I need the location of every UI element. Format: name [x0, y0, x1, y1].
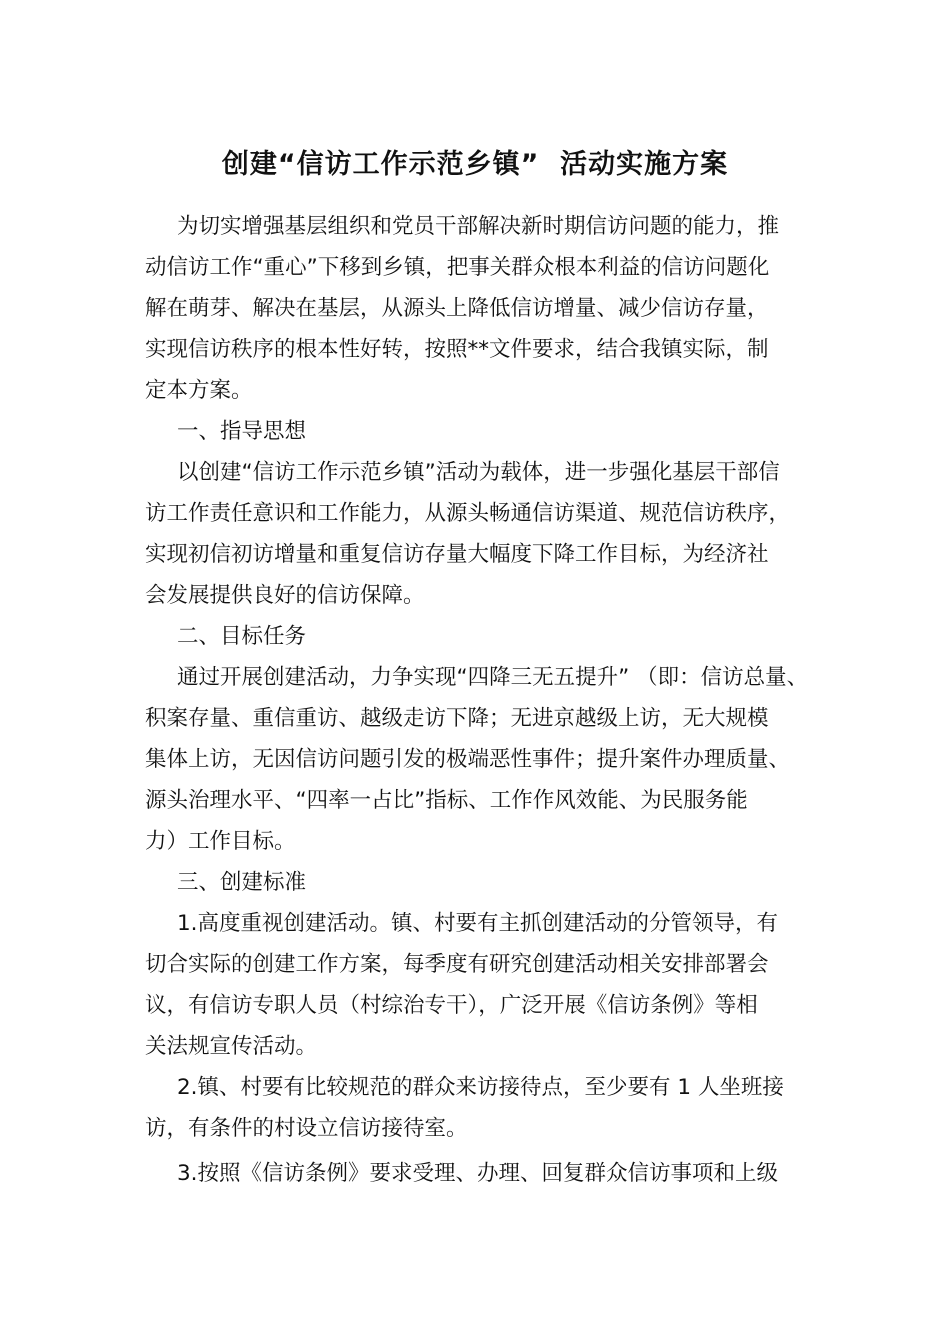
text-line: 解在萌芽、解决在基层，从源头上降低信访增量、减少信访存量， — [145, 296, 769, 321]
text-line: 切合实际的创建工作方案，每季度有研究创建活动相关安排部署会 — [145, 952, 769, 977]
paragraph — [145, 616, 825, 657]
text-line: 积案存量、重信重访、越级走访下降；无进京越级上访，无大规模 — [145, 706, 769, 731]
paragraph — [145, 903, 825, 1067]
text-line: 集体上访，无因信访问题引发的极端恶性事件；提升案件办理质量、 — [145, 747, 791, 772]
text-line: 定本方案。 — [145, 378, 253, 403]
text-line: 实现信访秩序的根本性好转，按照**文件要求，结合我镇实际，制 — [145, 337, 769, 362]
text-line: 实现初信初访增量和重复信访存量大幅度下降工作目标，为经济社 — [145, 542, 769, 567]
text-line: 源头治理水平、“四率一占比”指标、工作作风效能、为民服务能 — [145, 788, 748, 813]
text-line: 力）工作目标。 — [145, 829, 296, 854]
text-line: 会发展提供良好的信访保障。 — [145, 583, 425, 608]
text-line: 3.按照《信访条例》要求受理、办理、回复群众信访事项和上级 — [177, 1161, 779, 1186]
paragraph — [145, 206, 825, 411]
text-line: 通过开展创建活动，力争实现“四降三无五提升” （即：信访总量、 — [177, 665, 809, 690]
document-title: 创建“信访工作示范乡镇” 活动实施方案 — [221, 149, 729, 180]
paragraph — [145, 1149, 825, 1194]
text-line: 二、目标任务 — [177, 624, 307, 649]
text-line: 为切实增强基层组织和党员干部解决新时期信访问题的能力，推 — [177, 214, 780, 239]
text-line: 一、指导思想 — [177, 419, 307, 444]
text-line: 以创建“信访工作示范乡镇”活动为载体，进一步强化基层干部信 — [177, 460, 780, 485]
paragraph — [145, 1067, 825, 1149]
paragraph — [145, 862, 825, 903]
paragraph — [145, 452, 825, 616]
text-line: 2.镇、村要有比较规范的群众来访接待点，至少要有 1 人坐班接 — [177, 1075, 784, 1100]
paragraph — [145, 657, 825, 862]
text-line: 三、创建标准 — [177, 870, 307, 895]
text-line: 1.高度重视创建活动。镇、村要有主抓创建活动的分管领导，有 — [177, 911, 779, 936]
text-line: 动信访工作“重心”下移到乡镇，把事关群众根本利益的信访问题化 — [145, 255, 770, 280]
text-line: 议，有信访专职人员（村综治专干），广泛开展《信访条例》等相 — [145, 993, 758, 1018]
text-line: 关法规宣传活动。 — [145, 1034, 318, 1059]
text-line: 访工作责任意识和工作能力，从源头畅通信访渠道、规范信访秩序， — [145, 501, 791, 526]
paragraph — [145, 411, 825, 452]
text-line: 访，有条件的村设立信访接待室。 — [145, 1116, 468, 1141]
document-body — [145, 206, 825, 1194]
